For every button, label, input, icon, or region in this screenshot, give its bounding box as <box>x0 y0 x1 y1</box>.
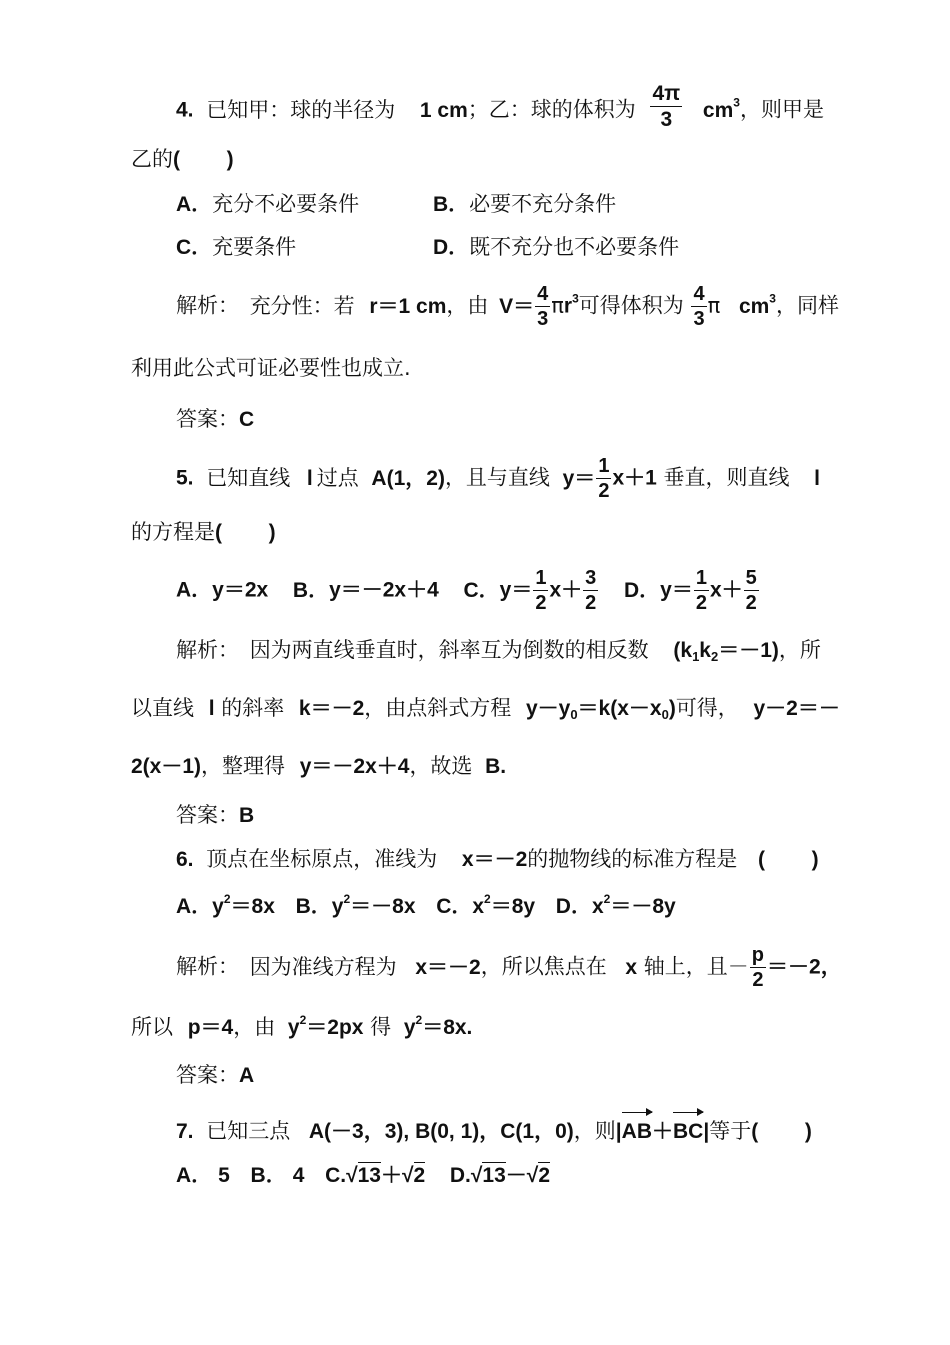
q6-option-d-rest: ＝－8y <box>610 895 676 918</box>
q4-option-c-letter: C． <box>176 236 213 259</box>
q6-option-c-rest: ＝8y <box>490 895 536 918</box>
q5-solution-line1 <box>176 640 821 663</box>
q5-option-c-frac1-den: 2 <box>535 592 547 614</box>
q6-solution-text-4: ＝－2， <box>767 955 842 979</box>
q4-solution-r: r <box>563 294 573 318</box>
q6-options <box>176 893 676 917</box>
q6-solution-text-7: 得 <box>370 1015 392 1039</box>
q7-number: 7. <box>176 1120 194 1143</box>
q5-text-5: 的方程是 <box>131 520 215 544</box>
q5-solution-k-sub2: 2 <box>710 649 719 664</box>
q7-vector-ab-label: AB <box>621 1120 652 1143</box>
q5-solution-text-8: ，故选 <box>409 754 473 778</box>
q4-radius: 1 cm <box>419 98 468 122</box>
q6-text-2: 的抛物线的标准方程是 <box>527 847 738 871</box>
q5-option-c-frac1-num: 1 <box>535 567 547 589</box>
q7-text-2: ，则 <box>573 1119 616 1143</box>
q5-option-c-frac1 <box>533 568 548 613</box>
q4-text-3: ，则甲是 <box>739 97 824 122</box>
q4-volume-numerator: 4π <box>652 82 681 105</box>
q5-solution-text-3: 以直线 <box>131 696 194 720</box>
q5-option-a-value: y＝2x <box>212 578 269 602</box>
q6-answer-label: 答案： <box>176 1063 239 1087</box>
q4-answer-label: 答案： <box>176 407 239 431</box>
q7-option-b-letter: B． <box>250 1164 287 1187</box>
q5-rest: x＋1 <box>612 466 657 490</box>
q5-solution-choice: B. <box>485 755 507 778</box>
q5-option-d-frac2 <box>744 568 759 613</box>
q5-text-3: ，且与直线 <box>444 465 550 490</box>
q6-solution-y2-exp: 2 <box>415 1013 423 1027</box>
q5-y-eq: y＝ <box>562 466 596 490</box>
q7-option-d-op: － <box>505 1164 527 1187</box>
q7-stem <box>176 1121 812 1142</box>
q4-option-a-text: 充分不必要条件 <box>212 192 360 216</box>
q5-solution-result: y＝－2x＋4 <box>299 755 410 778</box>
q4-option-b-letter: B． <box>433 193 470 216</box>
q6-solution-y1-exp: 2 <box>299 1013 307 1027</box>
q5-slope-fraction <box>596 456 611 501</box>
q4-solution-text-2: ，由 <box>446 293 489 318</box>
q5-option-c-frac2-den: 2 <box>585 592 597 614</box>
q4-solution-unit-exponent: 3 <box>769 291 776 306</box>
q5-text-1: 已知直线 <box>206 465 291 490</box>
q4-stem-line2 <box>131 149 234 170</box>
q6-option-c-letter: C． <box>436 895 473 918</box>
q4-answer-value: C <box>239 408 255 431</box>
q6-option-d-exp: 2 <box>603 892 611 906</box>
q4-solution-fraction-2 <box>691 284 706 329</box>
q4-number: 4. <box>176 98 194 122</box>
q6-solution-text-5: 所以 <box>131 1015 173 1039</box>
q4-option-d <box>433 237 679 258</box>
q7-text-3: 等于 <box>709 1119 752 1143</box>
q5-option-d-frac1 <box>694 568 709 613</box>
q4-solution-fraction-2-den: 3 <box>693 308 705 330</box>
q5-solution-l: l <box>208 697 215 720</box>
q7-option-d-radicand1: 13 <box>482 1164 506 1187</box>
q5-option-c-mid: x＋ <box>549 578 583 602</box>
q6-option-a-exp: 2 <box>223 892 231 906</box>
q6-option-c-var: x <box>472 895 485 918</box>
q7-option-c-radicand2: 2 <box>413 1164 426 1187</box>
q4-option-c-text: 充要条件 <box>212 235 297 259</box>
q5-solution-ps-b: ＝k(x－x <box>577 697 662 720</box>
q4-option-c <box>176 237 296 258</box>
q6-option-b-letter: B． <box>295 895 332 918</box>
q5-options <box>176 568 760 613</box>
q5-line-l-2: l <box>814 466 821 490</box>
q7-option-d-letter: D. <box>449 1164 471 1187</box>
q6-solution-text-2: ，所以焦点在 <box>480 954 607 979</box>
q7-vector-ab-arrow <box>622 1112 652 1113</box>
q4-solution-pi-1: π <box>551 293 564 318</box>
q4-solution-fraction-1 <box>535 284 550 329</box>
q7-option-c-letter: C. <box>325 1164 347 1187</box>
q6-option-b-rest: ＝－8x <box>350 895 416 918</box>
q4-option-b-text: 必要不充分条件 <box>469 192 617 216</box>
q6-solution-x-eq: x＝－2 <box>415 955 481 979</box>
q7-plus: ＋ <box>652 1120 673 1143</box>
q4-option-d-text: 既不充分也不必要条件 <box>469 235 680 259</box>
q6-stem <box>176 849 819 870</box>
q7-option-a-letter: A． <box>176 1164 213 1187</box>
q7-option-c-radicand1: 13 <box>357 1164 381 1187</box>
q4-option-b <box>433 194 616 215</box>
q6-solution-p-eq: p＝4 <box>187 1016 234 1039</box>
q4-solution-label: 解析： <box>176 293 239 318</box>
q7-option-b-value: 4 <box>292 1164 305 1187</box>
q7-bar-right: | <box>703 1120 710 1143</box>
q5-solution-y2: y－2＝－ <box>753 697 840 720</box>
q6-option-a-letter: A． <box>176 895 213 918</box>
q5-answer-value: B <box>239 804 255 827</box>
q4-volume-fraction <box>650 83 682 130</box>
q6-solution-y1: y <box>287 1016 300 1039</box>
q7-vector-bc-arrow <box>673 1112 703 1113</box>
q6-option-a-var: y <box>212 895 224 918</box>
q6-solution-fraction <box>750 945 766 990</box>
q4-unit: cm <box>702 98 734 122</box>
q6-option-b-var: y <box>331 895 344 918</box>
q7-option-c-op: ＋ <box>380 1164 402 1187</box>
q4-solution-r-exponent: 3 <box>572 291 579 306</box>
q7-option-a-value: 5 <box>218 1164 230 1187</box>
q4-solution-line2: 利用此公式可证必要性也成立. <box>131 356 411 380</box>
q4-option-d-letter: D． <box>433 236 470 259</box>
q6-solution-eq2: ＝8x. <box>422 1016 473 1039</box>
q5-paren: ( ) <box>215 521 276 544</box>
q7-paren: ( ) <box>751 1120 812 1143</box>
q7-bar-left: | <box>615 1120 622 1143</box>
q5-option-c-pre: y＝ <box>499 578 533 602</box>
q5-solution-label: 解析： <box>176 638 239 662</box>
q4-text-1: 已知甲：球的半径为 <box>206 97 396 122</box>
q6-solution-text-1: 因为准线方程为 <box>249 954 397 979</box>
q4-option-a-letter: A． <box>176 193 213 216</box>
q5-option-d-frac1-den: 2 <box>695 592 707 614</box>
q6-number: 6. <box>176 848 194 871</box>
q7-vector-ab <box>622 1121 652 1142</box>
q5-number: 5. <box>176 466 194 490</box>
q5-option-c-letter: C． <box>463 578 500 602</box>
q5-option-c-frac2-num: 3 <box>585 567 597 589</box>
q5-solution-text-7: ，整理得 <box>201 754 286 778</box>
q6-solution-fraction-den: 2 <box>752 969 764 991</box>
q6-solution-line2 <box>131 1014 472 1038</box>
q5-solution-text-1: 因为两直线垂直时，斜率互为倒数的相反数 <box>249 638 649 662</box>
q4-solution-pi-2: π <box>707 293 721 318</box>
q4-solution-text-3: 可得体积为 <box>578 293 684 318</box>
q5-solution-text-5: ，由点斜式方程 <box>364 696 512 720</box>
q6-option-d-var: x <box>591 895 604 918</box>
q5-solution-k-a: (k <box>673 639 693 662</box>
q4-text-2: ；乙：球的体积为 <box>467 97 636 122</box>
q4-solution-fraction-1-den: 3 <box>537 308 549 330</box>
q4-stem-line1 <box>176 82 824 134</box>
q5-solution-text-4: 的斜率 <box>221 696 285 720</box>
q5-option-d-frac1-num: 1 <box>695 567 707 589</box>
q5-option-b-letter: B． <box>292 578 330 602</box>
q5-line-l: l <box>306 466 313 490</box>
q6-solution-y2: y <box>403 1016 416 1039</box>
q5-solution-ps-sub0: 0 <box>570 707 578 722</box>
q5-solution-line3 <box>131 756 506 777</box>
q6-solution-text-3: 轴上，且－ <box>643 954 749 979</box>
q6-solution-text-6: ，由 <box>233 1015 276 1039</box>
q5-solution-expr: 2(x－1) <box>131 755 202 778</box>
q6-option-a-rest: ＝8x <box>230 895 275 918</box>
q5-stem-line2 <box>131 522 276 543</box>
q5-option-b-value: y＝－2x＋4 <box>329 578 439 602</box>
q5-slope-num: 1 <box>598 455 610 477</box>
q6-answer-value: A <box>239 1064 255 1087</box>
q4-answer <box>176 409 254 430</box>
q5-solution-ps-a: y－y <box>525 697 571 720</box>
q6-answer <box>176 1065 254 1086</box>
q6-option-d-letter: D． <box>555 895 592 918</box>
q5-solution-text-2: ，所 <box>778 638 821 662</box>
q4-solution-r-eq: r＝1 cm <box>369 294 447 318</box>
q6-text-1: 顶点在坐标原点，准线为 <box>206 847 438 871</box>
q4-paren: ( ) <box>173 148 234 171</box>
q5-point: A(1，2) <box>371 466 445 490</box>
q6-option-c-exp: 2 <box>484 892 491 906</box>
q7-text-1: 已知三点 <box>206 1119 291 1143</box>
q5-option-d-letter: D． <box>623 578 661 602</box>
q7-vector-bc-label: BC <box>673 1120 704 1143</box>
q5-answer <box>176 805 254 826</box>
q5-slope-den: 2 <box>598 480 610 502</box>
q5-option-c-frac2 <box>583 568 598 613</box>
q6-option-b-exp: 2 <box>343 892 351 906</box>
q4-text-4: 乙的 <box>131 147 173 171</box>
q5-text-2: 过点 <box>316 465 359 490</box>
q4-solution-unit: cm <box>738 294 770 318</box>
q6-solution-eq1: ＝2px <box>306 1016 364 1039</box>
q7-options <box>176 1165 550 1186</box>
q4-unit-exponent: 3 <box>733 95 740 110</box>
q5-solution-k-c: ＝－1) <box>718 639 779 662</box>
q4-solution-fraction-2-num: 4 <box>693 283 705 305</box>
q5-solution-line2 <box>131 698 840 721</box>
q6-solution-x: x <box>625 955 638 979</box>
q5-option-d-frac2-num: 5 <box>745 567 757 589</box>
q5-solution-text-6: 可得， <box>675 696 739 720</box>
q4-option-a <box>176 194 359 215</box>
q7-vector-bc <box>673 1121 703 1142</box>
q5-solution-k-b: k <box>699 639 711 662</box>
q5-solution-ps-sub1: 0 <box>661 707 669 722</box>
q4-solution-v-eq: V＝ <box>499 294 535 318</box>
q5-text-4: 垂直，则直线 <box>663 465 790 490</box>
q5-solution-ps-c: ) <box>668 697 676 720</box>
q7-points: A(－3，3), B(0, 1)，C(1，0) <box>308 1120 574 1143</box>
q7-option-d-sqrt1: √13 <box>470 1164 506 1187</box>
q6-paren: ( ) <box>757 848 819 871</box>
q7-option-c-sqrt2: √2 <box>401 1164 426 1187</box>
q5-option-d-mid: x＋ <box>709 578 743 602</box>
q6-solution-label: 解析： <box>176 954 239 979</box>
q5-stem-line1 <box>176 456 820 501</box>
q5-option-a-letter: A． <box>176 578 213 602</box>
q4-volume-denominator: 3 <box>660 108 673 131</box>
q6-solution-fraction-num: p <box>751 944 765 966</box>
q7-option-d-sqrt2: √2 <box>526 1164 550 1187</box>
q5-option-d-pre: y＝ <box>660 578 693 602</box>
q4-solution-text-4: ，同样 <box>775 293 839 318</box>
q7-option-d-radicand2: 2 <box>538 1164 550 1187</box>
q6-x-eq: x＝－2 <box>461 848 528 871</box>
q5-option-d-frac2-den: 2 <box>745 592 757 614</box>
q5-solution-k-sub1: 1 <box>692 649 700 664</box>
q4-solution-text-1: 充分性：若 <box>249 293 355 318</box>
q7-option-c-sqrt1: √13 <box>346 1164 381 1187</box>
q5-solution-k-val: k＝－2 <box>298 697 365 720</box>
q6-solution-line1 <box>176 945 842 990</box>
q4-solution-line1 <box>176 284 839 329</box>
q5-answer-label: 答案： <box>176 803 239 827</box>
q4-solution-fraction-1-num: 4 <box>537 283 549 305</box>
